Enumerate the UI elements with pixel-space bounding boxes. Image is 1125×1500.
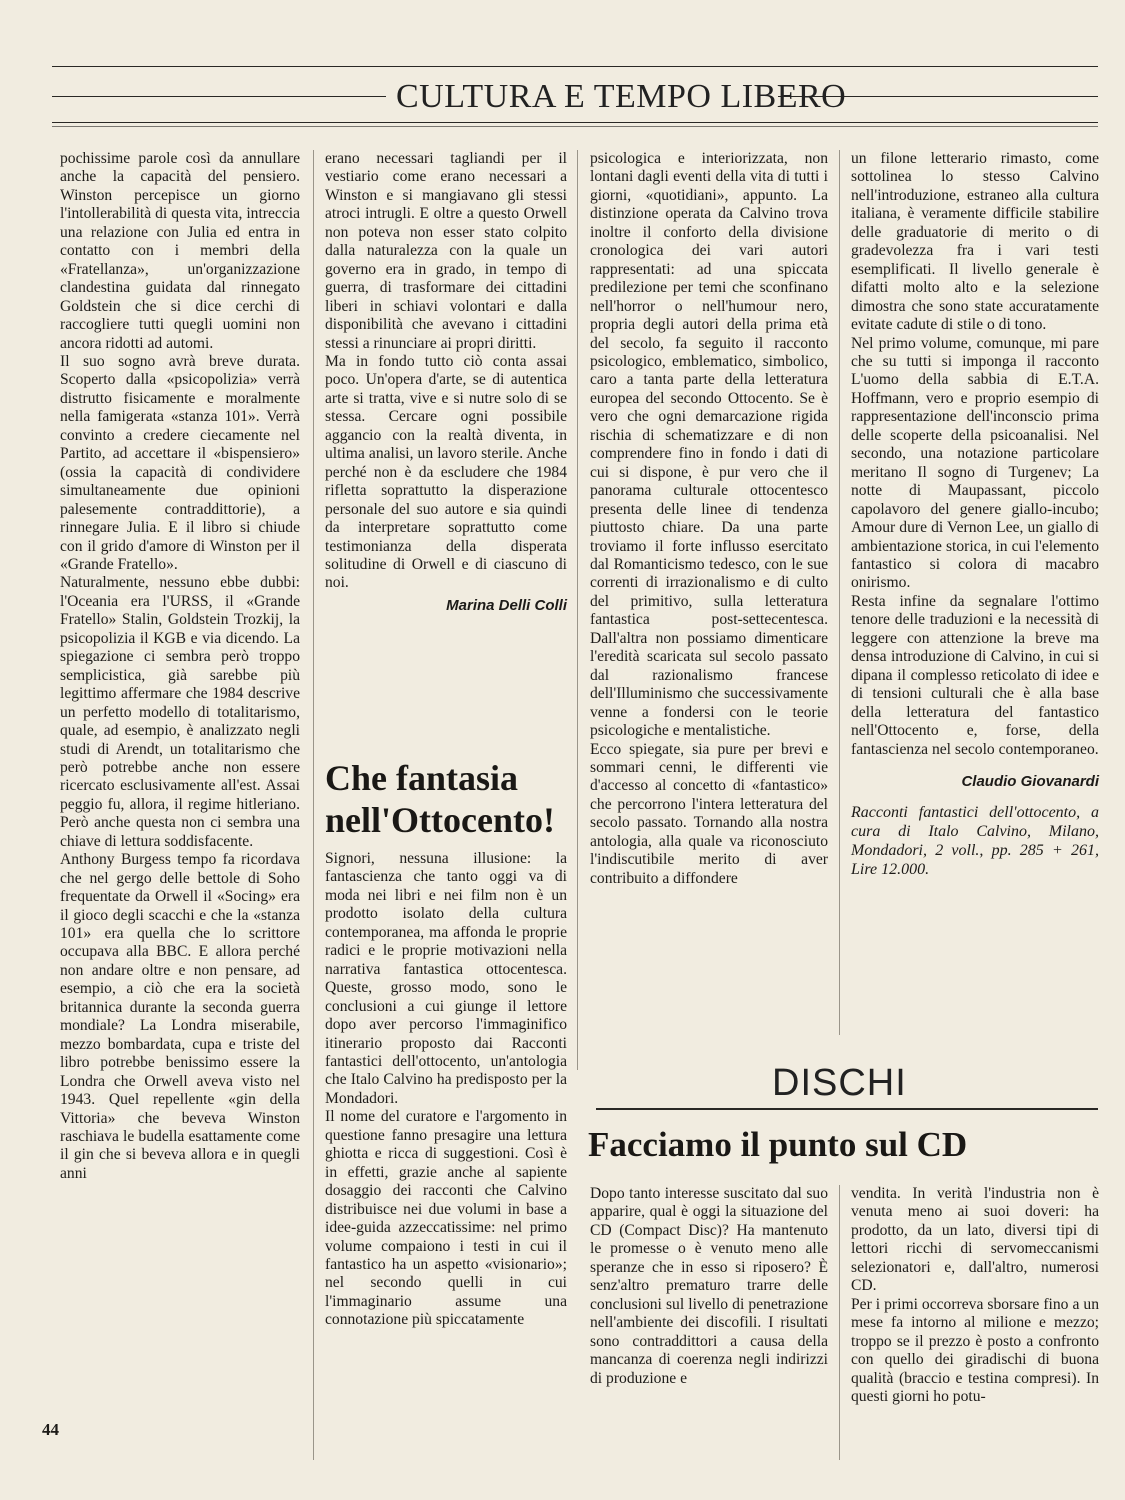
body-text: pochissime parole così da annullare anche la capacità del pensiero. Winston percepisce un giorno l'intollerabilità di questa vita, intreccia una relazione con Julia ed entra in contatto con i membri della «Fratellanza», un'organizzazione clandestina guidata dal rinnegato Goldstein che si dice cerchi di raccogliere tutti quegli uomini non ancora ridotti ad automi. Il suo sogno avrà breve durata. Scoperto dalla «psicopolizia» verrà distrutto fisicamente e moralmente nella famigerata «stanza 101». Verrà convinto a credere ciecamente nel Partito, ad accettare il «bispensiero» (ossia la capacità di condividere simultaneamente due opinioni palesemente contraddittorie), a rinnegare Julia. E il libro si chiude con il grido d'amore di Winston per il «Grande Fratello». Naturalmente, nessuno ebbe dubbi: l'Oceania era l'URSS, il «Grande Fratello» Stalin, Goldstein Trozkij, la psicopolizia il KGB e via dicendo. La spiegazione ci sembra però troppo semplicistica, già sarebbe più legittimo affermare che 1984 descrive un perfetto modello di totalitarismo, quale, ad esempio, è analizzato negli studi di Arendt, un totalitarismo che però potrebbe anche non essere ricercato esclusivamente all'est. Assai peggio fu, allora, il regime hitleriano. Però anche questa non ci sembra una chiave di lettura soddisfacente. Anthony Burgess tempo fa ricordava che nel gergo delle bettole di Soho frequentate da Orwell il «Socing» era il gioco degli scacchi e che la «stanza 101» era quella che lo scrittore occupava alla BBC. E allora perché non andare oltre e non pensare, ad esempio, a ciò che era la società britannica durante la seconda guerra mondiale? La Londra miserabile, mezzo bombardata, cupa e triste del libro potrebbe benissimo essere la Londra che Orwell aveva visto nel 1943. Quel repellente «gin della Vittoria» che beveva Winston raschiava le budella esattamente come il gin che si beveva allora e in quegli anni xyxy=(60,150,300,1182)
header-rule-left xyxy=(52,96,386,97)
body-text: vendita. In verità l'industria non è venuta meno ai suoi doveri: ha prodotto, da un lato, diversi tipi di lettori ricchi di servomeccanismi selezionatori e, dall'altro, numerosi CD. Per i primi occorreva sborsare fino a un mese fa intorno al milione e mezzo; troppo se il prezzo è posto a confronto con quello dei giradischi di buona qualità (braccio e testina compresi). In questi giorni ho potu- xyxy=(851,1185,1099,1405)
top-rule xyxy=(52,66,1098,67)
article-column-2-bottom xyxy=(325,850,567,1330)
headline-line-1: Che fantasia xyxy=(325,758,519,798)
header-rule-bottom-thin xyxy=(52,126,1098,127)
headline-line-2: nell'Ottocento! xyxy=(325,800,555,840)
article-column-4 xyxy=(851,150,1099,879)
section-label-dischi: DISCHI xyxy=(772,1062,907,1104)
author-signature: Marina Delli Colli xyxy=(446,596,567,614)
page-number: 44 xyxy=(42,1420,59,1439)
cd-headline: Facciamo il punto sul CD xyxy=(588,1125,968,1164)
body-text: Dopo tanto interesse suscitato dal suo apparire, qual è oggi la situazione del CD (Compact Disc)? Ha mantenuto le promesse o è venuto meno alle speranze che in esso si riposero? È senz'altro prematuro trarre delle conclusioni sul livello di penetrazione nell'ambiente dei discofili. I risultati sono contraddittori a causa della mancanza di coerenza negli indirizzi di produzione e xyxy=(590,1185,828,1387)
body-text: un filone letterario rimasto, come sottolinea lo stesso Calvino nell'introduzione, estraneo alla cultura italiana, è veramente difficile stabilire delle graduatorie di merito o di gradevolezza fra i vari testi esemplificati. Il livello generale è difatti molto alto e la selezione dimostra che sono state accuratamente evitate cadute di stile o di tono. Nel primo volume, comunque, mi pare che su tutti si imponga il racconto L'uomo della sabbia di E.T.A. Hoffmann, vero e proprio esempio di rappresentazione dell'inconscio prima delle scoperte della psicoanalisi. Nel secondo, una notazione particolare meritano Il sogno di Turgenev; La notte di Maupassant, piccolo capolavoro del genere giallo-incubo; Amour dure di Vernon Lee, un giallo di ambientazione storica, in cui l'elemento fantastico si colora di macabro onirismo. Resta infine da segnalare l'ottimo tenore delle traduzioni e la necessità di leggere con attenzione la breve ma densa introduzione di Calvino, in cui si dipana il complesso reticolato di idee e di tensioni culturali che è alla base della letteratura del fantastico nell'Ottocento e, forse, della fantascienza nel secolo contemporaneo. xyxy=(851,150,1099,758)
dischi-column-2 xyxy=(851,1185,1099,1406)
article-headline xyxy=(325,757,555,841)
body-text: psicologica e interiorizzata, non lontani dagli eventi della vita di tutti i giorni, «quotidiani», appunto. La distinzione operata da Calvino trova inoltre il conforto della divisione cronologica dei vari autori rappresentati: ad una spiccata predilezione per temi che sconfinano nell'horror o nell'humour nero, propria degli autori della prima età del secolo, fa seguito il racconto psicologico, emblematico, simbolico, caro a tanta parte della letteratura europea del secondo Ottocento. Se è vero che ogni demarcazione rigida rischia di schematizzare e di non comprendere fino in fondo i dati di cui si dispone, è pur vero che il panorama culturale ottocentesco presenta delle linee di tendenza piuttosto chiare. Da una parte troviamo il forte influsso esercitato dal Romanticismo tedesco, con le sue correnti di irrazionalismo e di culto del primitivo, sulla letteratura fantastica post-settecentesca. Dall'altra non possiamo dimenticare l'eredità scaricata sul secolo passato dal razionalismo francese dell'Illuminismo che successivamente venne a fondersi con le teorie psicologiche e mentalistiche. Ecco spiegate, sia pure per brevi e sommari cenni, le differenti vie d'accesso al concetto di «fantastico» che percorrono l'intera letteratura del secolo passato. Tornando alla nostra antologia, alla quale va riconosciuto l'indiscutibile merito di aver contribuito a diffondere xyxy=(590,150,828,887)
column-divider xyxy=(839,150,840,1035)
article-column-3 xyxy=(590,150,828,888)
article-column-2-top xyxy=(325,150,567,615)
column-divider xyxy=(839,1185,840,1460)
article-column-1 xyxy=(60,150,300,1183)
book-reference: Racconti fantastici dell'ottocento, a cura di Italo Calvino, Milano, Mondadori, 2 voll., pp. 285 + 261, Lire 12.000. xyxy=(851,804,1099,879)
section-title: CULTURA E TEMPO LIBERO xyxy=(396,78,847,115)
column-divider xyxy=(313,150,314,1460)
header-rule-bottom xyxy=(52,122,1098,123)
dischi-column-1 xyxy=(590,1185,828,1388)
body-text: erano necessari tagliandi per il vestiario come erano necessari a Winston e si mangiavano gli stessi atroci intrugli. E oltre a questo Orwell non poteva non esser stato colpito dalla naturalezza con la quale un governo era in grado, in tempo di guerra, di trasformare dei cittadini liberi in schiavi volontari e dalla disponibilità che avevano i cittadini stessi a rinunciare ai propri diritti. Ma in fondo tutto ciò conta assai poco. Un'opera d'arte, se di autentica arte si tratta, vive e si nutre solo di se stessa. Cercare ogni possibile aggancio con la realtà diventa, in ultima analisi, un lavoro sterile. Anche perché non è da escludere che 1984 rifletta soprattutto la disperazione personale del suo autore e sia quindi da interpretare soprattutto come testimonianza della disperata solitudine di Orwell e di ciascuno di noi. xyxy=(325,150,567,592)
dischi-rule xyxy=(596,1108,1098,1110)
body-text: Signori, nessuna illusione: la fantascienza che tanto oggi va di moda nei libri e nei film non è un prodotto isolato della cultura contemporanea, ma affonda le proprie radici e le proprie motivazioni nella narrativa fantastica ottocentesca. Queste, grosso modo, sono le conclusioni a cui giunge il lettore dopo aver percorso l'immaginifico itinerario proposto dai Racconti fantastici dell'ottocento, un'antologia che Italo Calvino ha predisposto per la Mondadori. Il nome del curatore e l'argomento in questione fanno presagire una lettura ghiotta e ricca di suggestioni. Così è in effetti, grazie anche al sapiente dosaggio dei racconti che Calvino distribuisce nei due volumi in base a idee-guida azzeccatissime: nel primo volume compaiono i testi in cui il fantastico ha un aspetto «visionario»; nel secondo quelli in cui l'immaginario assume una connotazione più spiccatamente xyxy=(325,850,567,1329)
author-signature: Claudio Giovanardi xyxy=(961,772,1099,790)
column-divider xyxy=(577,150,578,1070)
